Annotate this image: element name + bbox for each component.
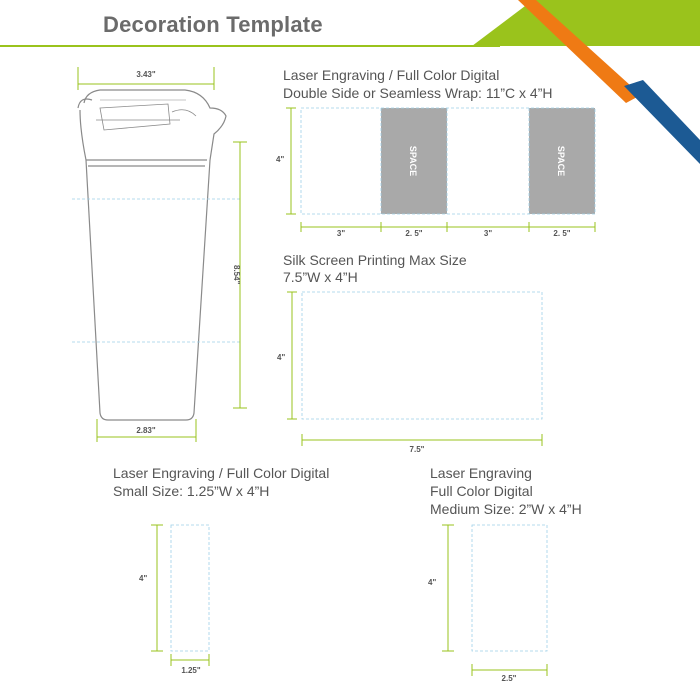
tumbler-dimension-lines	[78, 67, 247, 442]
medium-caption-line3: Medium Size: 2”W x 4”H	[430, 501, 582, 517]
tumbler-drawing	[78, 90, 226, 420]
silk-dimension-lines	[287, 292, 542, 446]
tumbler-height-label: 8.54"	[232, 265, 241, 285]
wrap-width-label-3: 3"	[483, 229, 493, 238]
small-width-label: 1.25"	[181, 666, 201, 675]
silk-caption-line2: 7.5”W x 4”H	[283, 269, 358, 285]
wrap-area	[301, 108, 595, 214]
space-label-2: SPACE	[556, 145, 566, 177]
wrap-caption-line1: Laser Engraving / Full Color Digital	[283, 67, 500, 83]
medium-caption-line2: Full Color Digital	[430, 483, 533, 499]
space-label-1: SPACE	[408, 145, 418, 177]
medium-width-label: 2.5"	[501, 674, 517, 683]
small-dimension-lines	[151, 525, 209, 666]
header-blue-stripe	[624, 80, 700, 164]
wrap-width-label-2: 2. 5"	[405, 229, 423, 238]
wrap-width-label-4: 2. 5"	[553, 229, 571, 238]
silk-caption-line1: Silk Screen Printing Max Size	[283, 252, 467, 268]
small-caption-line1: Laser Engraving / Full Color Digital	[113, 465, 330, 481]
small-caption-line2: Small Size: 1.25”W x 4”H	[113, 483, 270, 499]
medium-caption-line1: Laser Engraving	[430, 465, 532, 481]
wrap-height-label: 4"	[276, 155, 285, 164]
tumbler-top-width-label: 3.43"	[136, 70, 156, 79]
page-title: Decoration Template	[103, 12, 323, 37]
silk-width-label: 7.5"	[409, 445, 425, 454]
wrap-caption-line2: Double Side or Seamless Wrap: 11”C x 4”H	[283, 85, 553, 101]
header-green-band	[472, 0, 700, 46]
medium-area-outline	[472, 525, 547, 651]
tumbler-bottom-width-label: 2.83"	[136, 426, 156, 435]
small-height-label: 4"	[139, 574, 148, 583]
silk-height-label: 4"	[277, 353, 286, 362]
medium-dimension-lines	[442, 525, 547, 676]
silk-screen-outline	[302, 292, 542, 419]
wrap-width-label-1: 3"	[336, 229, 346, 238]
small-area-outline	[171, 525, 209, 651]
medium-height-label: 4"	[428, 578, 437, 587]
